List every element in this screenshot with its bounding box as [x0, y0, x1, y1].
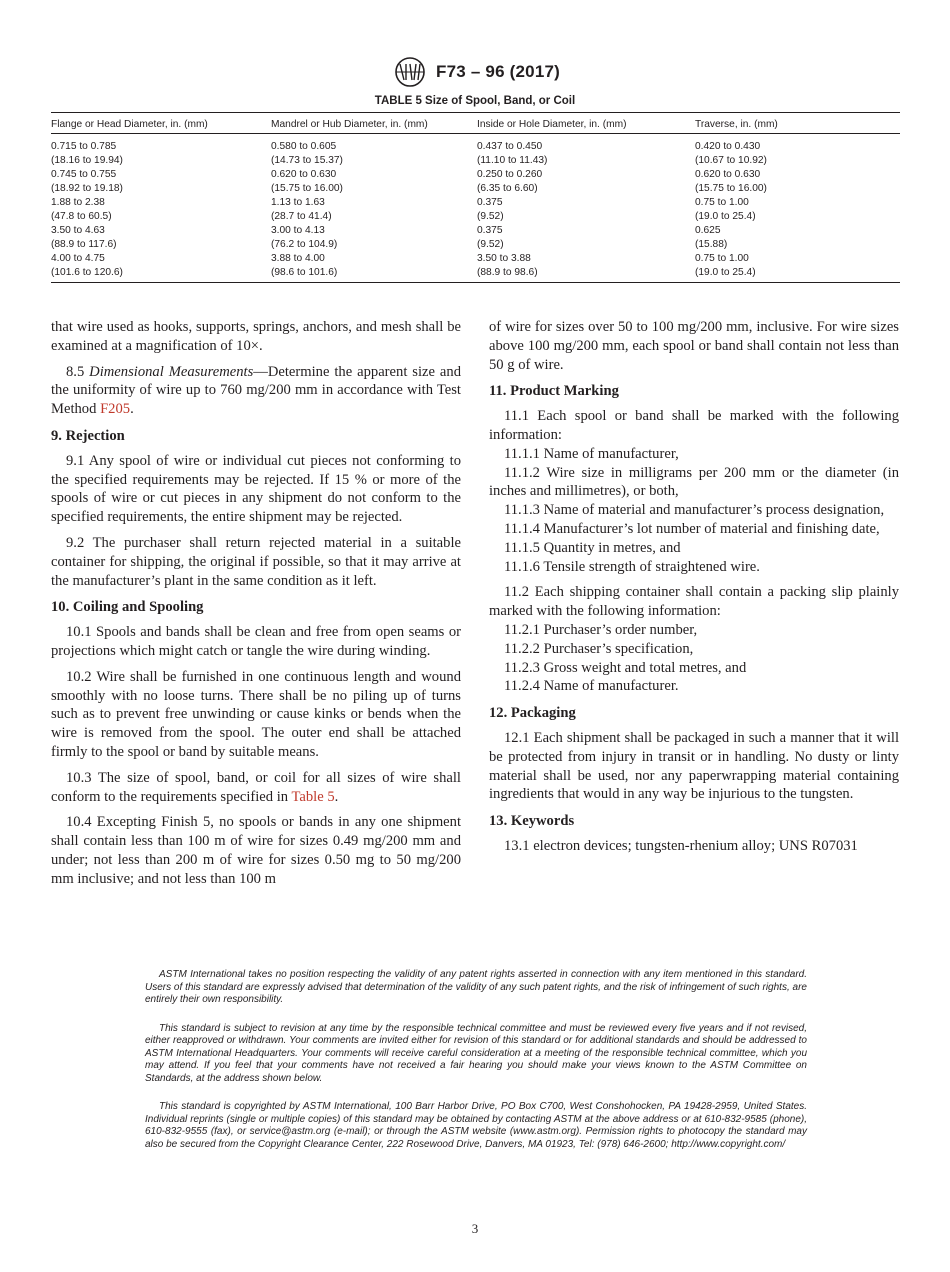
table-row: [51, 134, 900, 155]
table-row: [51, 154, 900, 168]
page-number: 3: [471, 1221, 479, 1236]
paragraph-11-2-3: 11.2.3 Gross weight and total metres, and: [504, 659, 747, 676]
table-title: TABLE 5 Size of Spool, Band, or Coil: [374, 95, 576, 107]
copyright-notice: This standard is copyrighted by ASTM International, 100 Barr Harbor Drive, PO Box C700, West Conshohocken, PA 19428-2959, United States. Individual reprints (single or multiple copies) of this standard may be obtained by contacting ASTM at the above address or at 610-832-9585 (phone), 610-832-9555 (fax), or service@astm.org (e-mail); or through the ASTM website (www.astm.org). Permission rights to photocopy the standard may also be secured from the Copyright Clearance Center, 222 Rosewood Drive, Danvers, MA 01923, Tel: (978) 646-2600; http://www.copyright.com/: [145, 1101, 807, 1150]
paragraph-11-1-1: 11.1.1 Name of manufacturer,: [504, 445, 679, 462]
section-subtitle: Dimensional Measurements: [89, 363, 254, 380]
f205-link[interactable]: F205: [100, 401, 131, 418]
table-cell: 0.250 to 0.260: [477, 169, 543, 180]
table-cell: (19.0 to 25.4): [695, 267, 756, 278]
paragraph-10-4: 10.4 Excepting Finish 5, no spools or bands in any one shipment shall contain less than 100 m of wire for sizes 0.49 mg/200 mm and under; not less than 200 m of wire for sizes 0.50 mg to 50 mg/200 mm inclusive; and not less than 100 m: [51, 814, 461, 887]
paragraph-11-2-1: 11.2.1 Purchaser’s order number,: [504, 621, 698, 638]
table-cell: 0.580 to 0.605: [271, 141, 337, 152]
table-cell: 0.625: [695, 225, 721, 236]
table-cell: (15.75 to 16.00): [695, 183, 767, 194]
table-cell: (88.9 to 98.6): [477, 267, 538, 278]
table-cell: (15.75 to 16.00): [271, 183, 343, 194]
table-header: [51, 113, 900, 134]
table-cell: 0.420 to 0.430: [695, 141, 761, 152]
paragraph-8-4-continued: that wire used as hooks, supports, springs, anchors, and mesh shall be examined at a magnification of 10×.: [51, 319, 461, 354]
table-cell: 0.745 to 0.755: [51, 169, 117, 180]
column-header: Inside or Hole Diameter, in. (mm): [477, 113, 695, 134]
paragraph-8-5: [51, 363, 461, 419]
paragraph-11-1-3: 11.1.3 Name of material and manufacturer’s process designation,: [504, 502, 885, 519]
paragraph-9-2: 9.2 The purchaser shall return rejected material in a suitable container for shipping, the original if possible, so that it may arrive at the manufacturer’s plant in the same condition as it left.: [51, 534, 461, 589]
table-cell: (28.7 to 41.4): [271, 211, 332, 222]
table-cell: 0.75 to 1.00: [695, 253, 749, 264]
table-cell: (88.9 to 117.6): [51, 239, 117, 250]
table-cell: (9.52): [477, 211, 504, 222]
table-cell: 1.13 to 1.63: [271, 197, 325, 208]
table-cell: 3.88 to 4.00: [271, 253, 325, 264]
table-row: [51, 168, 900, 182]
table-cell: 3.50 to 3.88: [477, 253, 531, 264]
section-heading-product-marking: 11. Product Marking: [489, 383, 619, 400]
astm-notices: [145, 969, 807, 1167]
page-header: [0, 54, 950, 90]
table-cell: (47.8 to 60.5): [51, 211, 112, 222]
table-cell: (6.35 to 6.60): [477, 183, 538, 194]
table-5-link[interactable]: Table 5: [291, 788, 335, 805]
patent-notice: ASTM International takes no position respecting the validity of any patent rights asserted in connection with any item mentioned in this standard. Users of this standard are expressly advised that determination of the validity of any such patent rights, and the risk of infringement of such rights, are entirely their own responsibility.: [145, 969, 807, 1005]
table-cell: (14.73 to 15.37): [271, 155, 343, 166]
table-cell: 0.620 to 0.630: [271, 169, 337, 180]
column-header: Mandrel or Hub Diameter, in. (mm): [271, 113, 477, 134]
column-header: Traverse, in. (mm): [695, 113, 900, 134]
table-cell: (76.2 to 104.9): [271, 239, 338, 250]
table-cell: (9.52): [477, 239, 504, 250]
table-row: [51, 196, 900, 210]
paragraph-11-2-4: 11.2.4 Name of manufacturer.: [504, 678, 679, 695]
paragraph-11-1-6: 11.1.6 Tensile strength of straightened wire.: [504, 558, 760, 575]
table-cell: 0.75 to 1.00: [695, 197, 749, 208]
section-heading-rejection: 9. Rejection: [51, 427, 125, 444]
table-cell: 0.437 to 0.450: [477, 141, 543, 152]
table-cell: (98.6 to 101.6): [271, 267, 338, 278]
table-cell: (18.92 to 19.18): [51, 183, 123, 194]
table-cell: 0.375: [477, 197, 503, 208]
table-cell: 3.00 to 4.13: [271, 225, 325, 236]
paragraph-11-1-2: 11.1.2 Wire size in milligrams per 200 mm or the diameter (in inches and millimetres), or both,: [489, 464, 899, 500]
paragraph-11-2-2: 11.2.2 Purchaser’s specification,: [504, 640, 694, 657]
table-cell: (19.0 to 25.4): [695, 211, 756, 222]
table-cell: 0.375: [477, 225, 503, 236]
paragraph-10-1: 10.1 Spools and bands shall be clean and free from open seams or projections which might catch or tangle the wire during winding.: [51, 624, 461, 659]
paragraph-9-1: 9.1 Any spool of wire or individual cut pieces not conforming to the specified requirements may be rejected. If 15 % or more of the spools of wire or cut pieces in any shipment do not conform to the specified requirements, the entire shipment may be rejected.: [51, 452, 461, 526]
paragraph-11-2: 11.2 Each shipping container shall contain a packing slip plainly marked with the following information:: [489, 584, 899, 620]
spool-size-table: [51, 112, 900, 283]
table-cell: 0.715 to 0.785: [51, 141, 117, 152]
paragraph-12-1: 12.1 Each shipment shall be packaged in such a manner that it will be protected from injury in transit or in handling. No dusty or linty material shall be used, nor any paperwrapping material containing ingredients that would in any way be injurious to the tungsten.: [489, 729, 899, 803]
paragraph-10-2: 10.2 Wire shall be furnished in one continuous length and wound smoothly with no loose turns. There shall be no piling up of turns such as to prevent free unwinding or cause kinks or bends when the wire is removed from the spool. The outer end shall be attached firmly to the spool or band by suitable means.: [51, 668, 461, 760]
paragraph-10-4-continued: of wire for sizes over 50 to 100 mg/200 mm, inclusive. For wire sizes above 100 mg/200 mm, each spool or band shall contain not less than 50 g of wire.: [489, 319, 899, 373]
paragraph-number: 8.5: [66, 363, 90, 380]
paragraph-13-1: 13.1 electron devices; tungsten-rhenium alloy; UNS R07031: [504, 837, 858, 854]
table-cell: (10.67 to 10.92): [695, 155, 767, 166]
section-heading-coiling: 10. Coiling and Spooling: [51, 599, 204, 616]
column-header: Flange or Head Diameter, in. (mm): [51, 113, 271, 134]
paragraph-text: —Determine the apparent size and the uniformity of wire up to 760 mg/200 mm in accordance with Test Method: [51, 363, 461, 418]
paragraph-10-3: [51, 769, 461, 807]
revision-notice: This standard is subject to revision at any time by the responsible technical committee and must be reviewed every five years and if not revised, either reapproved or withdrawn. Your comments are invited either for revision of this standard or for additional standards and should be addressed to ASTM International Headquarters. Your comments will receive careful consideration at a meeting of the responsible technical committee, which you may attend. If you feel that your comments have not received a fair hearing you should make your views known to the ASTM Committee on Standards, at the address shown below.: [145, 1022, 807, 1084]
table-cell: 0.620 to 0.630: [695, 169, 761, 180]
document-designation: F73 – 96 (2017): [436, 62, 560, 81]
paragraph-text: 10.3 The size of spool, band, or coil for all sizes of wire shall conform to the requirements specified in: [51, 769, 461, 805]
table-cell: 4.00 to 4.75: [51, 253, 105, 264]
paragraph-11-1: 11.1 Each spool or band shall be marked with the following information:: [489, 408, 899, 443]
table-cell: 1.88 to 2.38: [51, 197, 105, 208]
right-column: [489, 318, 899, 863]
table-row: [51, 252, 900, 266]
paragraph-11-1-4: 11.1.4 Manufacturer’s lot number of material and finishing date,: [504, 520, 880, 537]
table-row: [51, 182, 900, 196]
table-cell: (15.88): [695, 239, 728, 250]
astm-logo-icon: [390, 54, 430, 90]
paragraph-end: .: [334, 788, 339, 805]
table-body: [51, 134, 900, 283]
table-cell: (11.10 to 11.43): [477, 155, 548, 166]
paragraph-11-1-5: 11.1.5 Quantity in metres, and: [504, 539, 681, 556]
left-column: [51, 318, 461, 896]
table-row: [51, 238, 900, 252]
table-row: [51, 266, 900, 283]
section-heading-packaging: 12. Packaging: [489, 705, 576, 722]
paragraph-end: .: [130, 401, 134, 418]
section-heading-keywords: 13. Keywords: [489, 813, 575, 830]
table-cell: (101.6 to 120.6): [51, 267, 123, 278]
table-cell: 3.50 to 4.63: [51, 225, 105, 236]
table-row: [51, 224, 900, 238]
table-cell: (18.16 to 19.94): [51, 155, 123, 166]
table-row: [51, 210, 900, 224]
